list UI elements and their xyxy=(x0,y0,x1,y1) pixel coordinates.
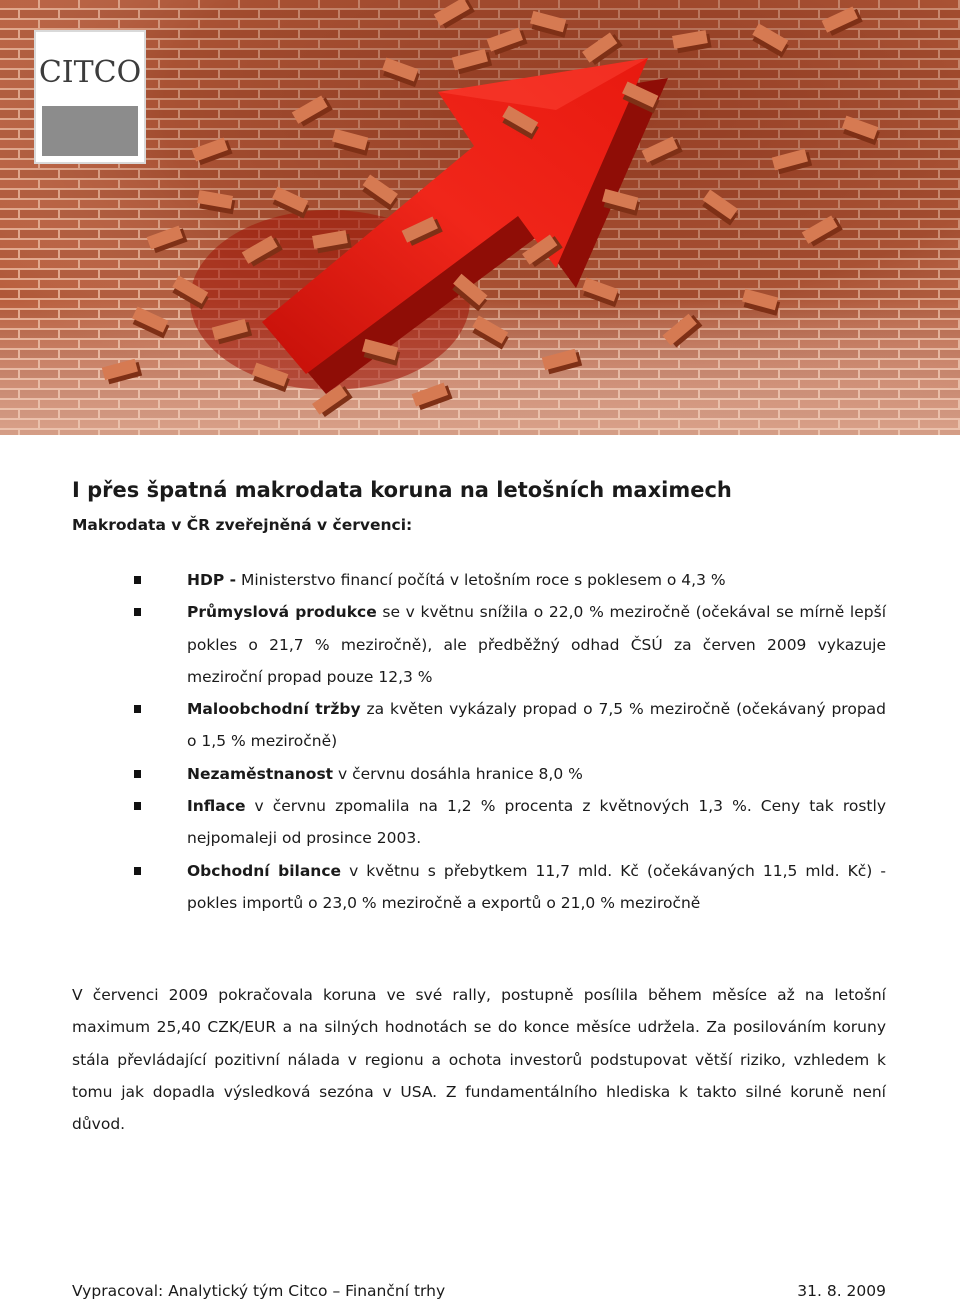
square-bullet-icon xyxy=(134,802,141,810)
item-label: Nezaměstnanost xyxy=(187,764,334,783)
item-label: Inflace xyxy=(187,797,246,816)
square-bullet-icon xyxy=(134,867,141,875)
item-text: Ministerstvo financí počítá v letošním roce s poklesem o 4,3 % xyxy=(236,571,726,589)
item-text: za květen vykázaly propad o 7,5 % meziročně (očekávaný propad o 1,5 % meziročně) xyxy=(187,700,886,751)
list-item-hdp xyxy=(134,564,886,596)
item-label: Maloobchodní tržby xyxy=(187,700,361,719)
header-image xyxy=(0,0,960,435)
square-bullet-icon xyxy=(134,770,141,778)
list-item-industrial-production xyxy=(134,596,886,693)
item-label: Průmyslová produkce xyxy=(187,603,377,622)
list-item-retail-sales xyxy=(134,693,886,758)
item-text: se v květnu snížila o 22,0 % meziročně (očekával se mírně lepší pokles o 21,7 % meziročně), ale předběžný odhad ČSÚ za červen 2009 vykazuje meziroční propad pouze 12,3 % xyxy=(187,603,886,686)
square-bullet-icon xyxy=(134,576,141,584)
article-title: I přes špatná makrodata koruna na letošních maximech xyxy=(72,478,732,502)
item-label: HDP - xyxy=(187,571,237,589)
list-item-inflation xyxy=(134,790,886,855)
square-bullet-icon xyxy=(134,608,141,616)
item-text: v květnu s přebytkem 11,7 mld. Kč (očekávaných 11,5 mld. Kč) - pokles importů o 23,0 % meziročně a exportů o 21,0 % meziročně xyxy=(187,861,886,912)
macro-data-list xyxy=(134,564,886,919)
footer-author: Vypracoval: Analytický tým Citco – Finanční trhy xyxy=(72,1282,446,1300)
item-text: v červnu dosáhla hranice 8,0 % xyxy=(333,764,583,783)
logo-wordmark: CITCO xyxy=(38,55,142,90)
citco-logo xyxy=(34,30,146,164)
koruna-paragraph: V červenci 2009 pokračovala koruna ve své rally, postupně posílila během měsíce až na letošní maximum 25,40 CZK/EUR a na silných hodnotách se do konce měsíce udržela. Za posilováním koruny stála převládající pozitivní nálada v regionu a ochota investorů podstupovat větší riziko, vzhledem k tomu jak dopadla výsledková sezóna v USA. Z fundamentálního hlediska k takto silné koruně není důvod. xyxy=(72,986,886,1134)
item-text: v červnu zpomalila na 1,2 % procenta z květnových 1,3 %. Ceny tak rostly nejpomaleji od prosince 2003. xyxy=(187,797,886,848)
footer xyxy=(72,1279,886,1303)
list-item-trade-balance xyxy=(134,855,886,920)
article-subtitle: Makrodata v ČR zveřejněná v červenci: xyxy=(72,516,413,534)
square-bullet-icon xyxy=(134,705,141,713)
footer-date: 31. 8. 2009 xyxy=(797,1282,886,1300)
item-label: Obchodní bilance xyxy=(187,861,342,880)
logo-grey-panel xyxy=(42,106,138,156)
list-item-unemployment xyxy=(134,758,886,790)
